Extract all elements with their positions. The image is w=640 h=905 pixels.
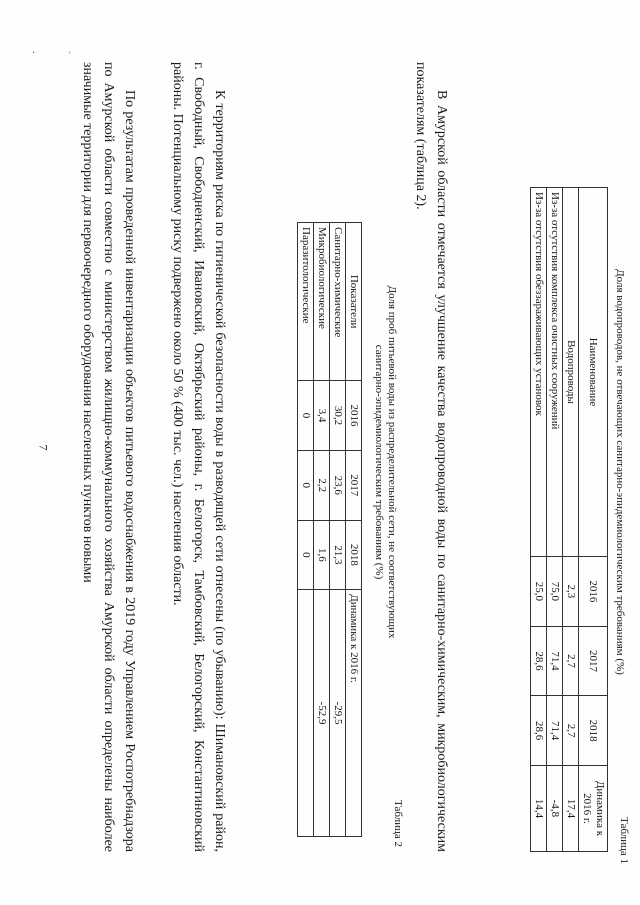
table-row — [298, 223, 314, 837]
table-cell: 23,6 — [330, 450, 346, 520]
table-cell: 25,0 — [531, 557, 547, 627]
table-row — [314, 223, 330, 837]
table-cell-name: Водопроводы — [563, 188, 579, 557]
table-cell: 2,3 — [563, 557, 579, 627]
table-cell: 3,4 — [314, 381, 330, 451]
table-cell: 0 — [298, 520, 314, 590]
table-cell: -4,8 — [547, 765, 563, 851]
table-cell — [298, 590, 314, 837]
table1-header-row — [579, 188, 608, 852]
table2-header-row — [346, 223, 362, 837]
table2-title-line: санитарно-эпидемиологическим требованиям (%) — [373, 344, 385, 580]
table1-header-cell: 2018 — [579, 696, 608, 766]
scan-mark: · — [32, 48, 36, 59]
table2-header-cell: 2018 — [346, 520, 362, 590]
table-cell: 0 — [298, 381, 314, 451]
table-cell: 30,2 — [330, 381, 346, 451]
table-cell: 71,4 — [547, 696, 563, 766]
table2-header-cell: Показатели — [346, 223, 362, 381]
table-cell: 28,6 — [531, 626, 547, 696]
rotated-document-content — [30, 22, 630, 887]
scan-mark: ˒ — [68, 46, 72, 57]
table-cell-name: Санитарно-химические — [330, 223, 346, 381]
table-cell: 2,7 — [563, 626, 579, 696]
table1-title: Доля водопроводов, не отвечающих санитарно-эпидемиологическим требованиям (%) — [614, 269, 626, 675]
table-cell: 0 — [298, 450, 314, 520]
table-cell: 17,4 — [563, 765, 579, 851]
table-row — [563, 188, 579, 852]
paragraph-inventory-results: По результатам проведенной инвентаризации объектов питьевого водоснабжения в 2019 году Управлением Роспотребнадзора по Амурской области совместно с министерством жилищно-коммунального хозяйства Амурской области определены наиболее значимые территории для первоочередного оборудования населенных пунктов новыми — [80, 62, 137, 852]
table-cell: -29,5 — [330, 590, 346, 837]
table-row — [330, 223, 346, 837]
table-cell: 14,4 — [531, 765, 547, 851]
table2-caption: Таблица 2 — [392, 800, 404, 848]
table1-header-cell: 2016 — [579, 557, 608, 627]
table-cell-name: Из-за отсутствия обеззараживающих установок — [531, 188, 547, 557]
table1 — [530, 187, 608, 852]
table2-header-cell: Динамика к 2016 г. — [346, 590, 362, 837]
table-cell-name: Паразитологические — [298, 223, 314, 381]
table2-header-cell: 2016 — [346, 381, 362, 451]
table1-header-cell: Динамика к 2016 г. — [579, 765, 608, 851]
table-cell: 71,4 — [547, 626, 563, 696]
table-cell: 1,6 — [314, 520, 330, 590]
table1-caption: Таблица 1 — [618, 817, 630, 865]
table-cell: 2,7 — [563, 696, 579, 766]
table-cell-name: Микробиологические — [314, 223, 330, 381]
table1-header-cell: Наименование — [579, 188, 608, 557]
table2-title — [372, 262, 398, 662]
page-number: 7 — [36, 444, 51, 451]
paragraph-risk-territories: К территориям риска по гигиенической безопасности воды в разводящей сети отнесены (по убыванию): Шимановский район, г. Свободный, Свободненский, Ивановский, Октябрьский районы, г. Белогорск, Тамбовский, Белогорский, Константиновский районы. Потенциальному риску подвержено около 50 % (400 тыс. чел.) населения области. — [170, 62, 227, 852]
table-cell: 2,2 — [314, 450, 330, 520]
table1-header-cell: 2017 — [579, 626, 608, 696]
paragraph-water-quality: В Амурской области отмечается улучшение качества водопроводной воды по санитарно-химическим, микробиологическим показателям (таблица 2). — [413, 62, 449, 852]
table-cell: 28,6 — [531, 696, 547, 766]
table-cell: 21,3 — [330, 520, 346, 590]
table-row — [547, 188, 563, 852]
table-cell-name: Из-за отсутствия комплекса очистных сооружений — [547, 188, 563, 557]
table2 — [297, 222, 362, 837]
table2-header-cell: 2017 — [346, 450, 362, 520]
table2-title-line: Доля проб питьевой воды из распределительной сети, не соответствующих — [386, 285, 398, 639]
table-row — [531, 188, 547, 852]
table-cell: 75,0 — [547, 557, 563, 627]
table-cell: -52,9 — [314, 590, 330, 837]
